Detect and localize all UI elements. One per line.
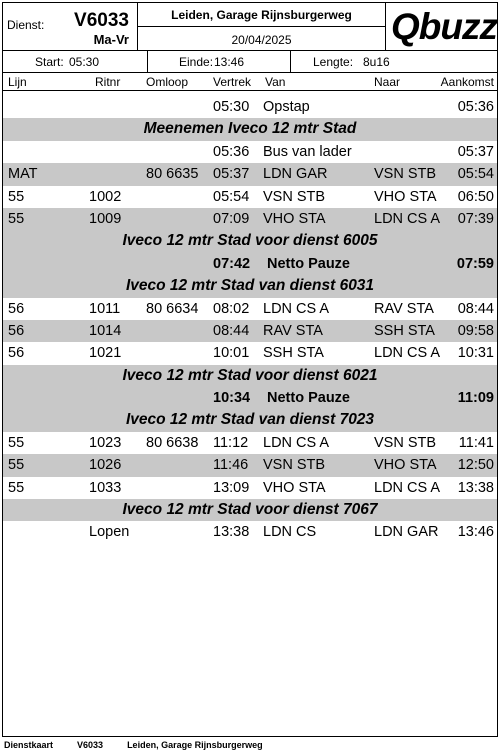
cell-vertrek: 07:09 (213, 210, 250, 227)
footer-label: Dienstkaart (4, 740, 54, 750)
cell-naar: LDN CS A (374, 210, 441, 227)
duty-date: 20/04/2025 (231, 33, 292, 47)
lengte-label: Lengte: (313, 55, 354, 69)
cell-lijn: 56 (8, 322, 25, 339)
col-aankomst: Aankomst (440, 75, 494, 89)
section-header (3, 230, 497, 252)
cell-aankomst: 09:58 (457, 322, 494, 339)
trip-row (3, 454, 497, 476)
cell-van: LDN CS A (263, 300, 330, 317)
dienst-days: Ma-Vr (93, 32, 129, 47)
col-lijn: Lijn (8, 75, 27, 89)
cell-omloop: 80 6635 (146, 166, 199, 183)
cell-omloop: 80 6638 (146, 434, 199, 451)
cell-vertrek: 10:01 (213, 345, 250, 362)
cell-aankomst: 05:37 (457, 143, 494, 160)
cell-naar: SSH STA (374, 322, 435, 339)
cell-lijn: 55 (8, 434, 25, 451)
footer-code: V6033 (77, 740, 104, 750)
cell-vertrek: 05:54 (213, 188, 250, 205)
trip-table (3, 96, 497, 544)
cell-lijn: 55 (8, 479, 25, 496)
cell-ritnr: 1023 (89, 434, 122, 451)
duty-card (2, 2, 498, 737)
lengte-value: 8u16 (363, 55, 390, 69)
column-headers (3, 73, 497, 91)
cell-naar: LDN CS A (374, 345, 441, 362)
trip-row (3, 163, 497, 185)
cell-van: VSN STB (263, 188, 326, 205)
trip-row (3, 342, 497, 364)
section-header (3, 275, 497, 297)
trip-row (3, 477, 497, 499)
start-value: 05:30 (69, 55, 100, 69)
section-header (3, 409, 497, 431)
cell-aankomst: 06:50 (457, 188, 494, 205)
cell-vertrek: 11:12 (213, 434, 249, 451)
cell-vertrek: 13:38 (213, 524, 250, 541)
cell-van: RAV STA (263, 322, 323, 339)
cell-aankomst: 13:46 (457, 524, 494, 541)
cell-naar: VHO STA (374, 457, 437, 474)
cell-van: VHO STA (263, 479, 326, 496)
footer (4, 740, 287, 750)
section-title: Iveco 12 mtr Stad voor dienst 6021 (122, 366, 378, 384)
garage-location: Leiden, Garage Rijnsburgerweg (138, 3, 385, 27)
cell-van: Bus van lader (263, 143, 352, 160)
col-omloop: Omloop (146, 75, 189, 89)
cell-aankomst: 13:38 (457, 479, 494, 496)
section-title: Iveco 12 mtr Stad van dienst 6031 (125, 277, 375, 295)
footer-location: Leiden, Garage Rijnsburgerweg (127, 740, 263, 750)
cell-aankomst: 08:44 (457, 300, 494, 317)
cell-van: LDN CS A (263, 434, 330, 451)
cell-vertrek: 05:37 (213, 166, 250, 183)
cell-vertrek: 05:36 (213, 143, 250, 160)
dienst-label: Dienst: (7, 18, 45, 32)
cell-aankomst: 12:50 (457, 457, 494, 474)
pause-label: Netto Pauze (267, 390, 350, 407)
time-summary (3, 51, 497, 73)
start-label: Start: (35, 55, 64, 69)
cell-vertrek: 11:46 (213, 457, 249, 474)
trip-row (3, 320, 497, 342)
cell-lijn: 55 (8, 210, 25, 227)
cell-vertrek: 08:02 (213, 300, 250, 317)
cell-omloop: 80 6634 (146, 300, 199, 317)
start-cell (3, 51, 148, 73)
dienst-code: V6033 (74, 10, 129, 31)
qbuzz-logo: Qbuzz (391, 6, 497, 47)
trip-row (3, 186, 497, 208)
cell-naar: RAV STA (374, 300, 434, 317)
cell-ritnr: 1014 (89, 322, 122, 339)
col-ritnr: Ritnr (95, 75, 121, 89)
cell-naar: LDN GAR (374, 524, 439, 541)
pause-row (3, 387, 497, 409)
cell-naar: VSN STB (374, 166, 437, 183)
cell-aankomst: 11:41 (458, 434, 494, 451)
cell-aankomst: 05:36 (457, 99, 494, 115)
pause-start: 07:42 (213, 255, 251, 272)
col-naar: Naar (374, 75, 401, 89)
pause-start: 10:34 (213, 390, 251, 407)
cell-lijn: 55 (8, 188, 25, 205)
section-header (3, 118, 497, 140)
einde-cell (148, 51, 291, 73)
pause-end: 07:59 (456, 255, 494, 272)
cell-ritnr: 1021 (89, 345, 122, 362)
pause-row (3, 253, 497, 275)
cell-ritnr: 1002 (89, 188, 122, 205)
trip-row (3, 141, 497, 163)
location-block (138, 3, 386, 51)
section-header (3, 365, 497, 387)
dienst-block (3, 3, 138, 51)
cell-van: SSH STA (263, 345, 324, 362)
einde-value: 13:46 (214, 55, 245, 69)
cell-van: LDN GAR (263, 166, 328, 183)
cell-ritnr: 1011 (89, 300, 121, 317)
einde-label: Einde: (179, 55, 214, 69)
header (3, 3, 497, 51)
cell-naar: VSN STB (374, 434, 437, 451)
cell-ritnr: 1033 (89, 479, 122, 496)
col-vertrek: Vertrek (213, 75, 252, 89)
section-title: Iveco 12 mtr Stad voor dienst 7067 (122, 501, 378, 519)
trip-row (3, 432, 497, 454)
cell-lijn: 56 (8, 345, 25, 362)
pause-end: 11:09 (457, 390, 494, 407)
cell-vertrek: 13:09 (213, 479, 250, 496)
trip-row (3, 208, 497, 230)
cell-ritnr: Lopen (89, 524, 130, 541)
cell-lijn: MAT (8, 166, 38, 183)
cell-van: VHO STA (263, 210, 326, 227)
trip-row (3, 521, 497, 543)
section-title: Meenemen Iveco 12 mtr Stad (143, 120, 357, 138)
section-title: Iveco 12 mtr Stad van dienst 7023 (125, 411, 375, 429)
pause-label: Netto Pauze (267, 255, 350, 272)
section-header (3, 499, 497, 521)
cell-aankomst: 10:31 (457, 345, 494, 362)
cell-naar: LDN CS A (374, 479, 441, 496)
cell-van: LDN CS (263, 524, 317, 541)
lengte-cell (291, 51, 497, 73)
cell-naar: VHO STA (374, 188, 437, 205)
section-title: Iveco 12 mtr Stad voor dienst 6005 (122, 232, 378, 250)
col-van: Van (265, 75, 286, 89)
trip-row (3, 96, 497, 118)
cell-vertrek: 05:30 (213, 99, 250, 115)
cell-ritnr: 1026 (89, 457, 122, 474)
cell-van: VSN STB (263, 457, 326, 474)
cell-aankomst: 05:54 (457, 166, 494, 183)
cell-vertrek: 08:44 (213, 322, 250, 339)
cell-ritnr: 1009 (89, 210, 122, 227)
cell-lijn: 56 (8, 300, 25, 317)
cell-lijn: 55 (8, 457, 25, 474)
cell-van: Opstap (263, 99, 310, 115)
cell-aankomst: 07:39 (457, 210, 494, 227)
trip-row (3, 298, 497, 320)
